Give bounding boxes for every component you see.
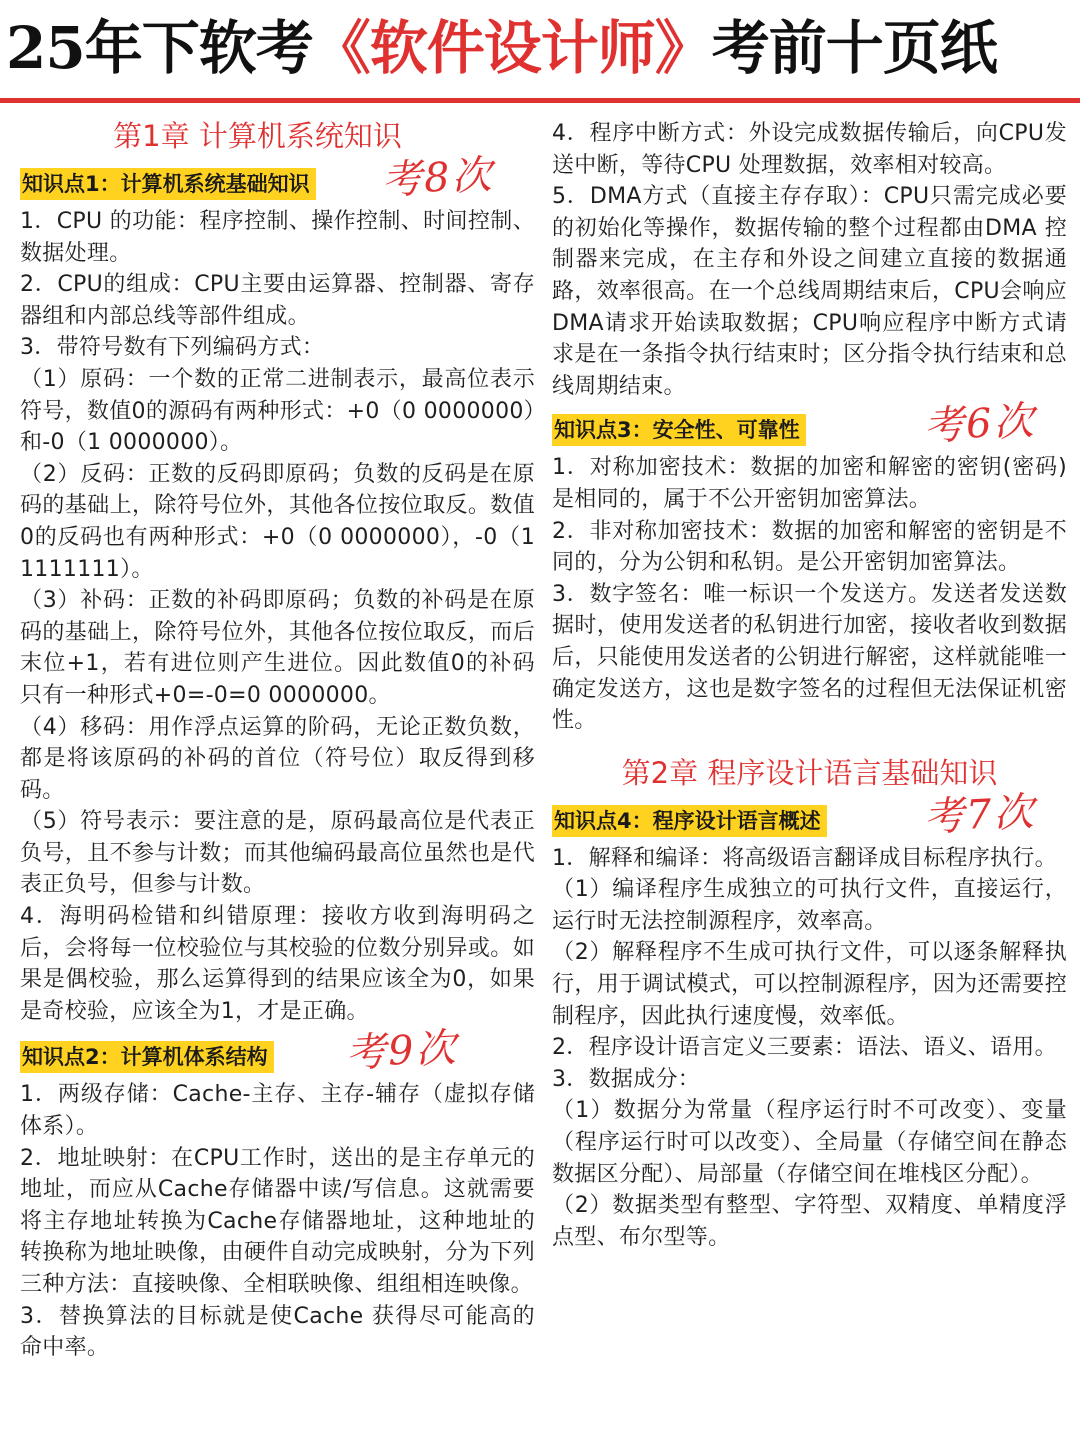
- kp2-note: 考9次: [344, 1025, 459, 1078]
- kp3-paragraph: 1．对称加密技术：数据的加密和解密的密钥(密码)是相同的，属于不公开密钥加密算法。: [552, 455, 1067, 512]
- page-title: [6, 8, 997, 88]
- chapter-2-heading: 第2章 程序设计语言基础知识: [621, 755, 998, 790]
- kp1-paragraph: （5）符号表示：要注意的是，原码最高位是代表正负号，且不参与计数；而其他编码最高位虽然也是代表正负号，但参与计数。: [20, 809, 535, 898]
- kp1-paragraph: 2．CPU的组成：CPU主要由运算器、控制器、寄存器组和内部总线等部件组成。: [20, 272, 535, 329]
- kp4-paragraph: （2）数据类型有整型、字符型、双精度、单精度浮点型、布尔型等。: [552, 1193, 1067, 1250]
- kp3-paragraph: 2．非对称加密技术：数据的加密和解密的密钥是不同的，分为公钥和私钥。是公开密钥加密算法。: [552, 518, 1067, 576]
- page-header: [0, 0, 1080, 104]
- kp4-paragraph: （1）编译程序生成独立的可执行文件，直接运行，运行时无法控制源程序，效率高。: [552, 877, 1067, 934]
- kp2-continued-body: [552, 118, 1067, 402]
- kp1-paragraph: （3）补码：正数的补码即原码；负数的补码是在原码的基础上，除符号位外，其他各位按位取反，而后末位+1，若有进位则产生进位。因此数值0的补码只有一种形式+0=-0=0 0000000。: [20, 588, 535, 708]
- kp4-paragraph: 1．解释和编译：将高级语言翻译成目标程序执行。: [552, 845, 1057, 871]
- kp2-paragraph: 4．程序中断方式：外设完成数据传输后，向CPU发送中断，等待CPU 处理数据，效率相对较高。: [552, 121, 1067, 178]
- kp2-paragraph: 5．DMA方式（直接主存存取）：CPU只需完成必要的初始化等操作，数据传输的整个过程都由DMA 控制器来完成，在主存和外设之间建立直接的数据通路，效率很高。在一个总线周期结束后，CPU会响应DMA请求开始读取数据；CPU响应程序中断方式请求是在一条指令执行结束时；区分指令执行结束和总线周期结束。: [552, 184, 1067, 399]
- kp4-header: [552, 788, 1067, 843]
- kp1-paragraph: （4）移码：用作浮点运算的阶码，无论正数负数，都是将该原码的补码的首位（符号位）取反得到移码。: [20, 714, 535, 803]
- kp3-label: 知识点3：安全性、可靠性: [552, 414, 806, 446]
- right-column: [552, 118, 1067, 1253]
- kp2-label: 知识点2：计算机体系结构: [20, 1041, 274, 1073]
- kp4-body: [552, 843, 1067, 1254]
- kp1-paragraph: （2）反码：正数的反码即原码；负数的反码是在原码的基础上，除符号位外，其他各位按位取反。数值0的反码也有两种形式：+0（0 0000000），-0（1 1111111）。: [20, 461, 535, 582]
- kp3-header: [552, 398, 1067, 452]
- kp1-header: [20, 152, 535, 206]
- header-divider: [0, 98, 1080, 103]
- kp3-note: 考6次: [922, 398, 1037, 451]
- kp2-paragraph: 2．地址映射：在CPU工作时，送出的是主存单元的地址，而应从Cache存储器中读/写信息。这就需要将主存地址转换为Cache存储器地址，这种地址的转换称为地址映像，由硬件自动完成映射，分为下列三种方法：直接映像、全相联映像、组组相连映像。: [20, 1145, 535, 1297]
- kp4-paragraph: 3．数据成分：: [552, 1066, 701, 1092]
- kp2-paragraph: 1．两级存储：Cache-主存、主存-辅存（虚拟存储体系）。: [20, 1082, 535, 1140]
- kp4-label: 知识点4：程序设计语言概述: [552, 805, 827, 837]
- kp2-body: [20, 1079, 535, 1363]
- kp1-paragraph: 4．海明码检错和纠错原理：接收方收到海明码之后，会将每一位校验位与其校验的位数分别异或。如果是偶校验，那么运算得到的结果应该全为0，如果是奇校验，应该全为1，才是正确。: [20, 904, 535, 1024]
- kp1-paragraph: （1）原码：一个数的正常二进制表示，最高位表示符号，数值0的源码有两种形式：+0（0 0000000）和-0（1 0000000）。: [20, 366, 535, 456]
- kp4-note: 考7次: [922, 788, 1037, 841]
- kp1-label: 知识点1：计算机系统基础知识: [20, 168, 316, 200]
- kp3-paragraph: 3．数字签名：唯一标识一个发送方。发送者发送数据时，使用发送者的私钥进行加密，接收者收到数据后，只能使用发送者的公钥进行解密，这样就能唯一确定发送方，这也是数字签名的过程但无法保证机密性。: [552, 581, 1067, 734]
- kp4-paragraph: （2）解释程序不生成可执行文件，可以逐条解释执行，用于调试模式，可以控制源程序，因为还需要控制程序，因此执行速度慢，效率低。: [552, 940, 1067, 1029]
- kp4-paragraph: （1）数据分为常量（程序运行时不可改变）、变量（程序运行时可以改变）、全局量（存储空间在静态数据区分配）、局部量（存储空间在堆栈区分配）。: [552, 1098, 1067, 1187]
- kp2-paragraph: 3．替换算法的目标就是使Cache 获得尽可能高的命中率。: [20, 1303, 535, 1361]
- kp4-paragraph: 2．程序设计语言定义三要素：语法、语义、语用。: [552, 1035, 1057, 1061]
- title-suffix: 考前十页纸: [711, 14, 997, 82]
- kp1-paragraph: 1．CPU 的功能：程序控制、操作控制、时间控制、数据处理。: [20, 209, 535, 266]
- kp3-body: [552, 452, 1067, 736]
- kp2-header: [20, 1025, 535, 1079]
- kp1-paragraph: 3．带符号数有下列编码方式：: [20, 335, 325, 361]
- left-column: [20, 118, 535, 1364]
- chapter-1-heading: 第1章 计算机系统知识: [113, 119, 402, 153]
- title-prefix: 25年下软考: [6, 14, 313, 82]
- kp1-body: [20, 206, 535, 1027]
- title-highlight: 《软件设计师》: [312, 14, 712, 82]
- kp1-note: 考8次: [380, 152, 495, 204]
